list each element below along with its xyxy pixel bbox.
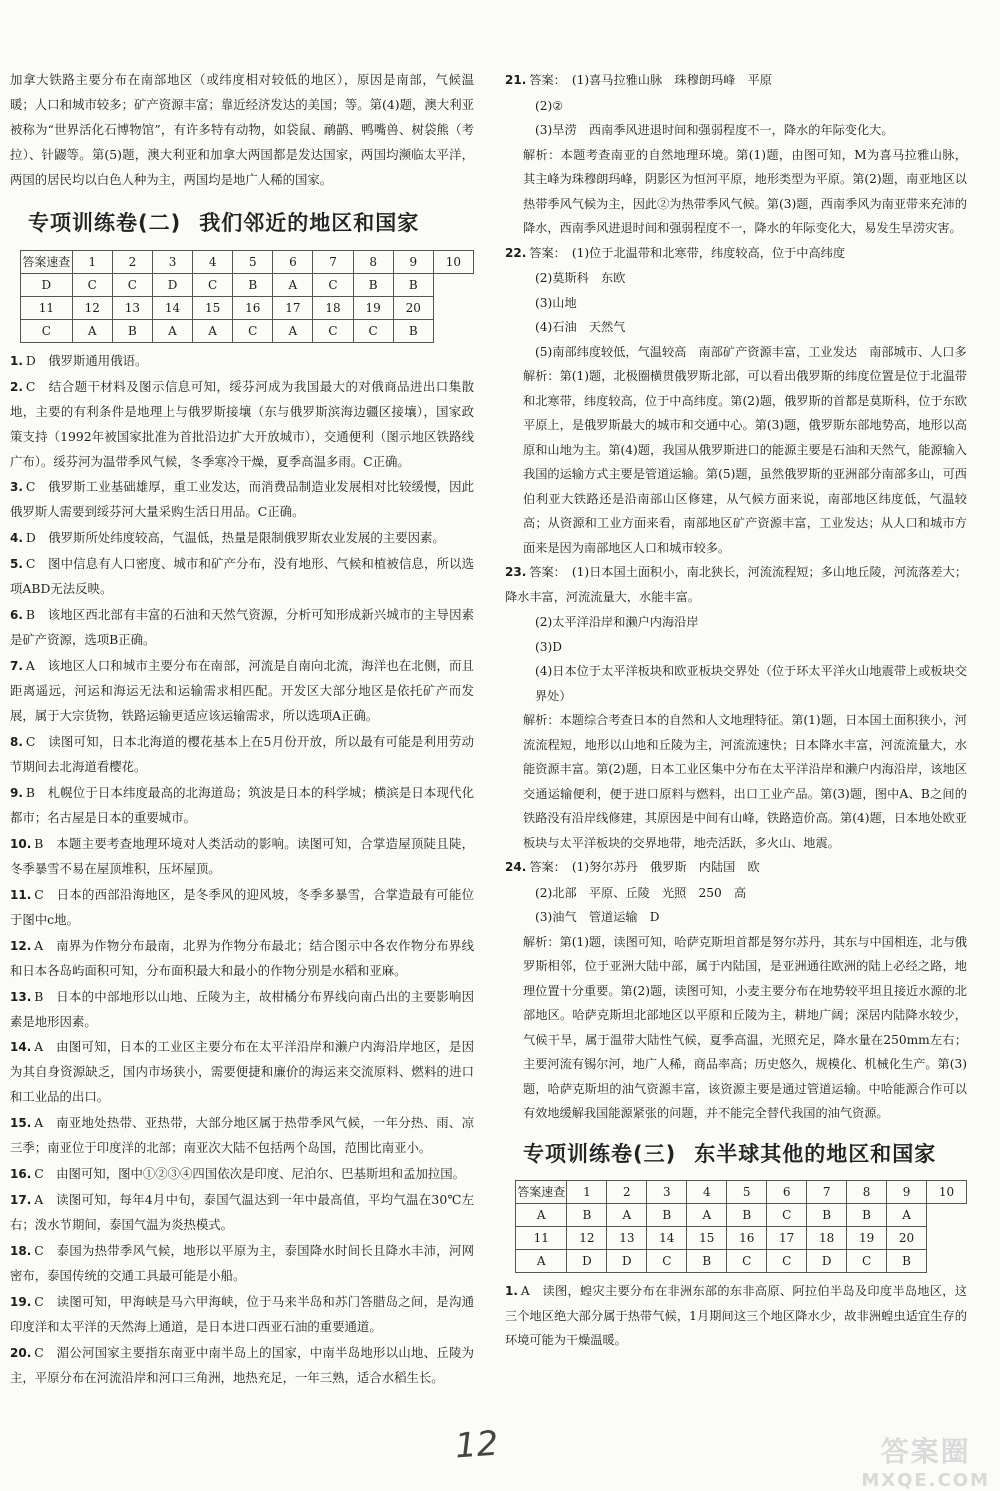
answer-line: (2)② — [535, 98, 564, 113]
answer-line: (3)旱涝 西南季风进退时间和强弱程度不一，降水的年际变化大。 — [535, 123, 894, 137]
answer-line: (3)D — [535, 639, 563, 654]
answer-key-answer: B — [233, 273, 273, 296]
answer-line: (3)山地 — [535, 295, 577, 310]
answer-key-answer: C — [353, 319, 393, 342]
answer-key-number: 3 — [647, 1181, 687, 1204]
section-title-2-b: 我们邻近的地区和国家 — [199, 210, 420, 235]
answer-key-answer: A — [607, 1204, 647, 1227]
list-item — [10, 730, 474, 780]
page-number: 12 — [453, 1423, 500, 1467]
item-text: C 读图可知，甲海峡是马六甲海峡，位于马来半岛和苏门答腊岛之间，是沟通印度洋和太平洋的天然海上通道，是日本进口西亚石油的重要通道。 — [10, 1293, 474, 1334]
list-item — [10, 832, 474, 882]
answer-line: (4)日本位于太平洋板块和欧亚板块交界处（位于环太平洋火山地震带上或板块交界处） — [535, 664, 967, 703]
list-item — [10, 1188, 474, 1238]
item-number: 17. — [10, 1193, 32, 1208]
section-title-3-b: 东半球其他的地区和国家 — [694, 1141, 937, 1166]
item-number: 8. — [10, 735, 23, 750]
item-number: 13. — [10, 989, 32, 1004]
answer-line: (1)日本国土面积小，南北狭长，河流流程短；多山地丘陵，河流落差大；降水丰富，河流流量大，水能丰富。 — [505, 565, 968, 604]
item-number: 14. — [10, 1040, 32, 1055]
answer-key-number: 6 — [767, 1181, 807, 1204]
answer-key-number: 6 — [273, 250, 313, 273]
answer-line: (5)南部纬度较低，气温较高 南部矿产资源丰富，工业发达 南部城市、人口多 — [535, 344, 967, 359]
intro-paragraph: 加拿大铁路主要分布在南部地区（或纬度相对较低的地区），原因是南部，气候温暖；人口和城市较多；矿产资源丰富；靠近经济发达的美国；等。第(4)题，澳大利亚被称为“世界活化石博物馆”，有许多特有动物，如袋鼠、鸸鹋、鸭嘴兽、树袋熊（考拉）、针鼹等。第(5)题，澳大利亚和加拿大两国都是发达国家，两国均濒临太平洋，两国的居民均以白色人种为主，两国均是地广人稀的国家。 — [10, 72, 474, 187]
answer-key-answer: B — [112, 319, 152, 342]
left-items — [10, 349, 474, 1391]
answer-label: 答案： — [529, 245, 566, 260]
answer-key-number: 11 — [21, 296, 73, 319]
item-text: A 南亚地处热带、亚热带，大部分地区属于热带季风气候，一年分热、雨、凉三季；南亚位于印度洋的北部；南亚次大陆不包括两个岛国，范围比南亚小。 — [10, 1115, 474, 1156]
item-text: A 读图可知，每年4月中旬，泰国气温达到一年中最高值，平均气温在30℃左右；泼水节期间，泰国气温为炎热模式。 — [10, 1192, 474, 1233]
answer-key-number: 9 — [887, 1181, 927, 1204]
answer-key-number: 1 — [72, 250, 112, 273]
answer-key-number: 11 — [516, 1227, 567, 1250]
answer-label: 答案： — [529, 565, 566, 579]
answer-key-answer: C — [847, 1250, 887, 1273]
answer-key-number: 10 — [433, 250, 473, 273]
answer-key-number: 4 — [687, 1181, 727, 1204]
answer-key-number: 14 — [152, 296, 192, 319]
left-column — [10, 68, 474, 1392]
answer-key-table-2 — [20, 250, 474, 343]
item-number: 1. — [505, 1284, 518, 1298]
item-text: D 俄罗斯所处纬度较高，气温低，热量是限制俄罗斯农业发展的主要因素。 — [25, 530, 445, 546]
answer-key-number: 12 — [567, 1227, 607, 1250]
answer-key-number: 16 — [727, 1227, 767, 1250]
answer-key-label: 答案速查 — [516, 1181, 567, 1204]
item-text: B 该地区西北部有丰富的石油和天然气资源，分析可知形成新兴城市的主导因素是矿产资源，选项B正确。 — [10, 607, 474, 648]
answer-key-answer: A — [887, 1204, 927, 1227]
answer-key-number: 4 — [193, 250, 233, 273]
answer-key-number: 16 — [233, 296, 273, 319]
answer-key-number: 13 — [112, 296, 152, 319]
list-item — [10, 934, 474, 984]
answer-key-answer: B — [727, 1204, 767, 1227]
answer-key-answer: C — [72, 273, 112, 296]
item-text: C 由图可知，图中①②③④四国依次是印度、尼泊尔、巴基斯坦和孟加拉国。 — [34, 1166, 466, 1182]
answer-key-number: 20 — [887, 1227, 927, 1250]
item-number: 7. — [10, 659, 23, 674]
item-number: 24. — [505, 860, 527, 874]
answer-key-answer: A — [273, 319, 313, 342]
item-number: 6. — [10, 608, 23, 623]
list-item — [10, 654, 474, 729]
answer-key-answer: D — [21, 273, 73, 296]
answer-key-number: 2 — [112, 250, 152, 273]
answer-key-number: 3 — [152, 250, 192, 273]
answer-key-number: 18 — [807, 1227, 847, 1250]
answer-key-answer: D — [567, 1250, 607, 1273]
list-item — [10, 985, 474, 1035]
answer-key-answer: C — [767, 1204, 807, 1227]
answer-item — [505, 68, 967, 93]
item-text: A 南界为作物分布最南，北界为作物分布最北；结合图示中各农作物分布界线和日本各岛屿面积可知，分布面积最大和最小的作物分别是水稻和亚麻。 — [10, 937, 474, 978]
answer-label: 答案： — [529, 73, 566, 87]
item-text: C 结合题干材料及图示信息可知，绥芬河成为我国最大的对俄商品进出口集散地，主要的有利条件是地理上与俄罗斯接壤（东与俄罗斯滨海边疆区接壤），国家政策支持（1992年被国家批准为首批沿边扩大开放城市），交通便利（图示地区铁路线广布）。绥芬河为温带季风气候，冬季寒冷干燥，夏季高温多雨。C正确。 — [10, 378, 474, 469]
answer-key-number: 14 — [647, 1227, 687, 1250]
answer-label: 答案： — [529, 860, 566, 874]
answer-key-answer: B — [807, 1204, 847, 1227]
answer-key-number: 9 — [393, 250, 433, 273]
list-item — [10, 1290, 474, 1340]
item-text: B 札幌位于日本纬度最高的北海道岛；筑波是日本的科学城；横滨是日本现代化都市；名古屋是日本的重要城市。 — [10, 784, 474, 825]
answer-line: (1)努尔苏丹 俄罗斯 内陆国 欧 — [571, 860, 760, 874]
answer-key-answer: A — [687, 1204, 727, 1227]
item-number: 12. — [10, 938, 32, 953]
answer-key-number: 2 — [607, 1181, 647, 1204]
section-title-2 — [28, 211, 474, 236]
answer-key-answer: C — [193, 273, 233, 296]
answer-key-answer: C — [112, 273, 152, 296]
answer-key-number: 12 — [72, 296, 112, 319]
list-item — [10, 1111, 474, 1161]
item-number: 2. — [10, 379, 23, 394]
list-item — [505, 1279, 967, 1353]
answer-key-answer: C — [313, 273, 353, 296]
item-number: 15. — [10, 1116, 32, 1131]
watermark-bottom: MXQE.COM — [861, 1470, 990, 1491]
answer-key-answer: A — [152, 319, 192, 342]
answer-line: (3)油气 管道运输 D — [535, 910, 660, 924]
item-number: 22. — [505, 245, 527, 260]
answer-key-number: 5 — [233, 250, 273, 273]
item-text: C 日本的西部沿海地区，是冬季风的迎风坡，冬季多暴雪，合掌造最有可能位于图中c地。 — [10, 886, 474, 927]
answer-key-answer: D — [607, 1250, 647, 1273]
list-item — [10, 552, 474, 602]
item-text: C 图中信息有人口密度、城市和矿产分布，没有地形、气候和植被信息，所以选项ABD无法反映。 — [10, 556, 474, 597]
answer-key-number: 20 — [393, 296, 433, 319]
list-item — [10, 1341, 474, 1391]
answer-key-answer: C — [767, 1250, 807, 1273]
answer-key-label: 答案速查 — [21, 250, 73, 273]
section-title-2-a: 专项训练卷(二) — [28, 210, 182, 235]
item-number: 1. — [10, 353, 23, 368]
answer-key-answer: A — [72, 319, 112, 342]
answer-key-answer: A — [193, 319, 233, 342]
item-text: B 本题主要考查地理环境对人类活动的影响。读图可知，合掌造屋顶陡且陡，冬季暴雪不易在屋顶堆积，压坏屋顶。 — [10, 835, 474, 876]
answer-key-answer: C — [233, 319, 273, 342]
answer-key-number: 15 — [193, 296, 233, 319]
list-item — [10, 349, 474, 374]
item-text: A 由图可知，日本的工业区主要分布在太平洋沿岸和濑户内海沿岸地区，是因为其自身资源缺乏，国内市场狭小，需要便捷和廉价的海运来交流原料、燃料的进口和工业品的出口。 — [10, 1039, 474, 1105]
answer-key-number: 19 — [847, 1227, 887, 1250]
item-number: 3. — [10, 480, 23, 495]
answer-key-number: 18 — [313, 296, 353, 319]
answer-key-answer: C — [313, 319, 353, 342]
answer-key-answer: B — [887, 1250, 927, 1273]
answer-key-number: 17 — [273, 296, 313, 319]
item-number: 16. — [10, 1167, 32, 1182]
answer-key-answer: B — [687, 1250, 727, 1273]
item-number: 5. — [10, 557, 23, 572]
item-text: C 泰国为热带季风气候，地形以平原为主，泰国降水时间长且降水丰沛，河网密布，泰国传统的交通工具最可能是小船。 — [10, 1243, 474, 1284]
answer-line: (2)莫斯科 东欧 — [535, 271, 626, 285]
answer-key-number: 7 — [807, 1181, 847, 1204]
answer-key-number: 19 — [353, 296, 393, 319]
answer-item — [505, 241, 967, 266]
answer-key-number: 10 — [927, 1181, 967, 1204]
item-number: 11. — [10, 887, 32, 902]
item-number: 23. — [505, 565, 527, 579]
item-number: 9. — [10, 785, 23, 800]
answer-key-answer: C — [727, 1250, 767, 1273]
answer-key-answer: D — [807, 1250, 847, 1273]
answer-key-answer: A — [273, 273, 313, 296]
analysis-text: 解析：本题综合考查日本的自然和人文地理特征。第(1)题，日本国土面积狭小，河流流程短，地形以山地和丘陵为主，河流流速快；日本降水丰富，河流流量大，水能资源丰富。第(2)题，日本工业区集中分布在太平洋沿岸和濑户内海沿岸，该地区交通运输便利，便于进口原料与燃料，出口工业产品。第(3)题，图中A、B之间的铁路没有沿岸线修建，其原因是中间有山峰，铁路造价高。第(4)题，日本地处欧亚板块与太平洋板块的交界地带，地壳活跃，多火山、地震。 — [523, 713, 967, 850]
watermark-logo — [861, 1430, 990, 1491]
answer-key-number: 8 — [353, 250, 393, 273]
answer-item — [505, 855, 967, 880]
answer-key-number: 1 — [567, 1181, 607, 1204]
answer-key-answer: C — [647, 1250, 687, 1273]
list-item — [10, 526, 474, 551]
item-number: 20. — [10, 1345, 32, 1360]
section-title-3-a: 专项训练卷(三) — [523, 1141, 677, 1166]
answer-key-table-3 — [515, 1180, 967, 1273]
list-item — [10, 883, 474, 933]
right-column — [505, 68, 967, 1354]
item-text: A 该地区人口和城市主要分布在南部，河流是自南向北流，海洋也在北侧，而且距离遥远，河运和海运无法和运输需求相匹配。开发区大部分地区是依托矿产而发展，属于大宗货物，铁路运输更适应该运输需求，所以选项A正确。 — [10, 658, 474, 724]
list-item — [10, 1239, 474, 1289]
answer-key-number: 15 — [687, 1227, 727, 1250]
list-item — [10, 1162, 474, 1187]
answer-key-answer: B — [393, 319, 433, 342]
right-items — [505, 68, 967, 1126]
list-item — [10, 475, 474, 525]
item-number: 21. — [505, 73, 527, 87]
item-text: B 日本的中部地形以山地、丘陵为主，故柑橘分布界线向南凸出的主要影响因素是地形因素。 — [10, 988, 474, 1029]
item-number: 19. — [10, 1294, 32, 1309]
answer-key-answer: B — [567, 1204, 607, 1227]
item-text: D 俄罗斯通用俄语。 — [25, 352, 148, 368]
answer-key-number: 7 — [313, 250, 353, 273]
item-text: C 俄罗斯工业基础雄厚，重工业发达，而消费品制造业发展相对比较缓慢，因此俄罗斯人需要到绥芬河大量采购生活日用品。C正确。 — [10, 479, 474, 520]
item-number: 18. — [10, 1244, 32, 1259]
answer-line: (1)喜马拉雅山脉 珠穆朗玛峰 平原 — [571, 73, 772, 87]
item-text: C 湄公河国家主要指东南亚中南半岛上的国家，中南半岛地形以山地、丘陵为主，平原分布在河流沿岸和河口三角洲，地热充足，一年三熟，适合水稻生长。 — [10, 1344, 474, 1385]
answer-key-answer: B — [847, 1204, 887, 1227]
item-text: A 读图，蝗灾主要分布在非洲东部的东非高原、阿拉伯半岛及印度半岛地区，这三个地区绝大部分属于热带气候，1月期间这三个地区降水少，故非洲蝗虫适宜生存的环境可能为干燥温暖。 — [505, 1284, 967, 1347]
analysis-text: 解析：本题考查南亚的自然地理环境。第(1)题，由图可知，M为喜马拉雅山脉，其主峰为珠穆朗玛峰，阴影区为恒河平原，地形类型为平原。第(2)题，南亚地区以热带季风气候为主，因此②为热带季风气候。第(3)题，西南季风为南亚带来充沛的降水，西南季风进退时间和强弱程度不一，降水的年际变化大，易发生旱涝灾害。 — [523, 147, 967, 235]
answer-key-answer: A — [516, 1250, 567, 1273]
answer-line: (2)太平洋沿岸和濑户内海沿岸 — [535, 615, 699, 629]
answer-key-answer: B — [353, 273, 393, 296]
answer-key-answer: B — [393, 273, 433, 296]
answer-line: (2)北部 平原、丘陵 光照 250 高 — [535, 885, 747, 900]
item-number: 10. — [10, 836, 32, 851]
list-item — [10, 375, 474, 475]
answer-key-answer: D — [152, 273, 192, 296]
answer-key-number: 13 — [607, 1227, 647, 1250]
analysis-text: 解析：第(1)题，读图可知，哈萨克斯坦首都是努尔苏丹，其东与中国相连，北与俄罗斯相邻，位于亚洲大陆中部，属于内陆国，是亚洲通往欧洲的陆上必经之路，地理位置十分重要。第(2)题，读图可知，小麦主要分布在地势较平坦且接近水源的北部地区。哈萨克斯坦北部地区以平原和丘陵为主，耕地广阔；深居内陆降水较少，气候干旱，属于温带大陆性气候，夏季高温，光照充足，降水量在250mm左右；主要河流有锡尔河，地广人稀，商品率高；历史悠久，规模化、机械化生产。第(3)题，哈萨克斯坦的油气资源丰富，该资源主要是通过管道运输。中哈能源合作可以有效地缓解我国能源紧张的问题，并不能完全替代我国的油气资源。 — [523, 934, 967, 1120]
watermark-top: 答案圈 — [880, 1435, 971, 1468]
answer-item — [505, 560, 967, 609]
item-text: C 读图可知，日本北海道的樱花基本上在5月份开放，所以最有可能是利用劳动节期间去北海道看樱花。 — [10, 734, 474, 774]
list-item — [10, 1035, 474, 1110]
item-number: 4. — [10, 531, 23, 546]
list-item — [10, 781, 474, 831]
answer-key-answer: A — [516, 1204, 567, 1227]
analysis-text: 解析：第(1)题，北极圈横贯俄罗斯北部，可以看出俄罗斯的纬度位置是位于北温带和北寒带，纬度较高，位于中高纬度。第(2)题，俄罗斯的首都是莫斯科，位于东欧平原上，是俄罗斯最大的城市和交通中心。第(3)题，俄罗斯东部地势高，地形以高原和山地为主。第(4)题，我国从俄罗斯进口的能源主要是石油和天然气，能源输入我国的运输方式主要是管道运输。第(5)题，虽然俄罗斯的亚洲部分南部多山，可西伯利亚大铁路还是沿南部山区修建，从气候方面来说，南部地区纬度低，气温较高；从资源和工业方面来看，南部地区矿产资源丰富，工业发达；从人口和城市方面来是因为南部地区人口和城市较多。 — [523, 369, 967, 555]
section-title-3 — [523, 1142, 967, 1167]
answer-key-number: 17 — [767, 1227, 807, 1250]
answer-key-answer: C — [21, 319, 73, 342]
answer-key-answer: B — [647, 1204, 687, 1227]
answer-line: (1)位于北温带和北寒带，纬度较高，位于中高纬度 — [571, 245, 846, 260]
answer-line: (4)石油 天然气 — [535, 320, 626, 334]
answer-key-number: 5 — [727, 1181, 767, 1204]
answer-key-number: 8 — [847, 1181, 887, 1204]
list-item — [10, 603, 474, 653]
